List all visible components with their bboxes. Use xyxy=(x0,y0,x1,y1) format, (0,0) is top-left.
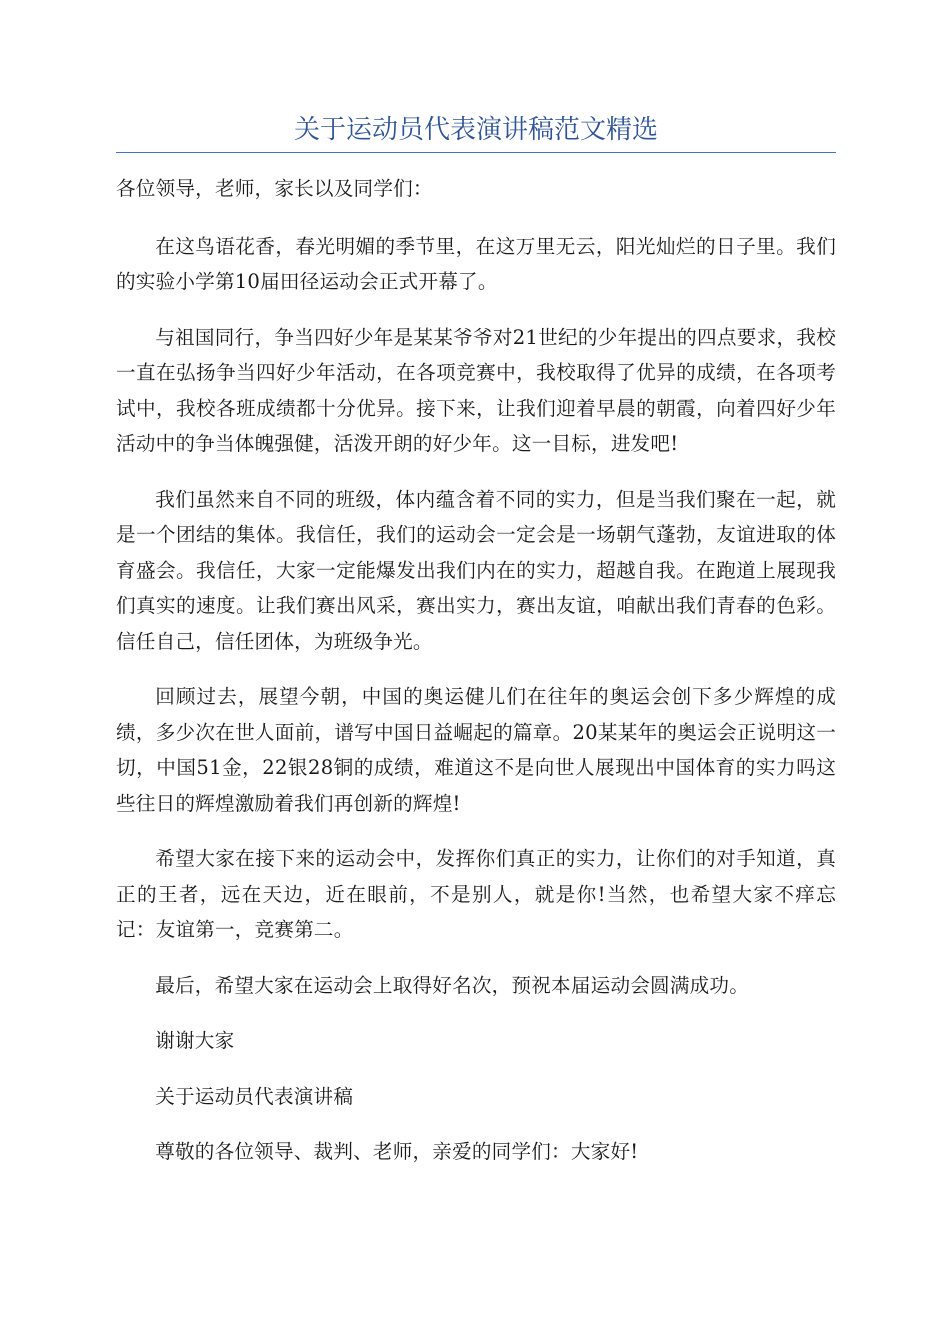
body-paragraph: 回顾过去，展望今朝，中国的奥运健儿们在往年的奥运会创下多少辉煌的成绩，多少次在世人面前，谱写中国日益崛起的篇章。20某某年的奥运会正说明这一切，中国51金，22银28铜的成绩，难道这不是向世人展现出中国体育的实力吗这些往日的辉煌激励着我们再创新的辉煌! xyxy=(116,685,836,815)
salutation-paragraph: 尊敬的各位领导、裁判、老师，亲爱的同学们：大家好! xyxy=(155,1140,639,1163)
body-paragraph: 最后，希望大家在运动会上取得好名次，预祝本届运动会圆满成功。 xyxy=(155,973,749,997)
title-underline xyxy=(116,152,836,153)
section-heading: 关于运动员代表演讲稿 xyxy=(155,1084,354,1108)
body-paragraph: 希望大家在接下来的运动会中，发挥你们真正的实力，让你们的对手知道，真正的王者，远在天边，近在眼前，不是别人，就是你!当然，也希望大家不痒忘记：友谊第一，竞赛第二。 xyxy=(116,847,836,941)
body-paragraph: 我们虽然来自不同的班级，体内蕴含着不同的实力，但是当我们聚在一起，就是一个团结的集体。我信任，我们的运动会一定会是一场朝气蓬勃，友谊进取的体育盛会。我信任，大家一定能爆发出我们内在的实力，超越自我。在跑道上展现我们真实的速度。让我们赛出风采，赛出实力，赛出友谊，咱献出我们青春的色彩。信任自己，信任团体，为班级争光。 xyxy=(116,487,836,653)
document-title: 关于运动员代表演讲稿范文精选 xyxy=(293,115,658,145)
closing-thanks: 谢谢大家 xyxy=(155,1029,235,1052)
body-paragraph: 在这鸟语花香，春光明媚的季节里，在这万里无云，阳光灿烂的日子里。我们的实验小学第10届田径运动会正式开幕了。 xyxy=(116,234,836,293)
greeting-paragraph: 各位领导，老师，家长以及同学们： xyxy=(116,177,433,200)
body-paragraph: 与祖国同行，争当四好少年是某某爷爷对21世纪的少年提出的四点要求，我校一直在弘扬争当四好少年活动，在各项竞赛中，我校取得了优异的成绩，在各项考试中，我校各班成绩都十分优异。接下来，让我们迎着早晨的朝霞，向着四好少年活动中的争当体魄强健，活泼开朗的好少年。这一目标，进发吧! xyxy=(116,325,836,455)
document-page xyxy=(116,110,836,1190)
